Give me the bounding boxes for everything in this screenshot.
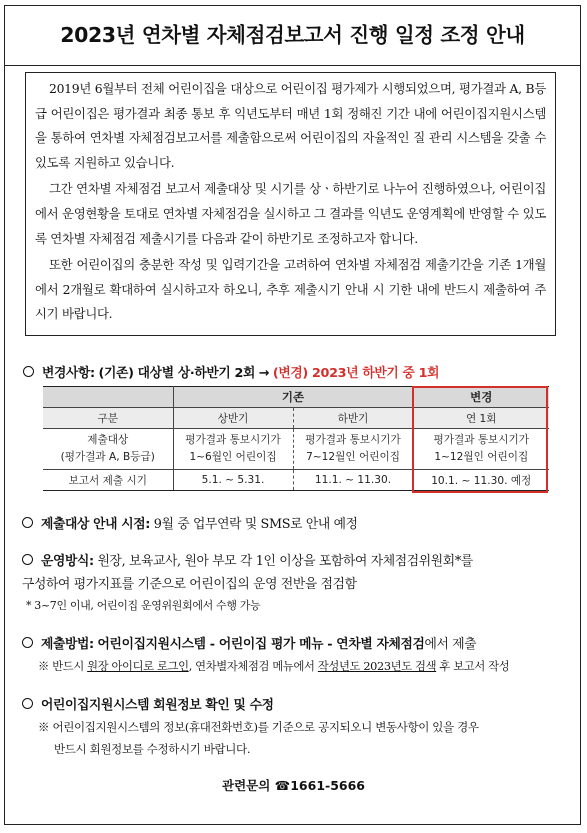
note-text: , 연차별자체점검 메뉴에서	[188, 660, 318, 673]
cell-line: 7~12월인 어린이집	[306, 451, 400, 463]
title-divider	[5, 65, 580, 66]
cell-line: 평가결과 통보시기가	[185, 434, 281, 446]
method-suffix: 에서 제출	[424, 637, 477, 652]
table-cell: 11.1. ~ 11.30.	[293, 470, 413, 491]
operation-text-1: 원장, 보육교사, 원아 부모 각 1인 이상을 포함하여 자체점검위원회*를	[97, 554, 473, 569]
bullet-circle-icon	[22, 698, 33, 709]
cell-line: 1~6월인 어린이집	[189, 451, 277, 463]
cell-line: 제출대상	[87, 434, 129, 446]
note-text: ※ 반드시	[38, 660, 88, 673]
changed-column-highlight	[412, 386, 548, 493]
change-after: (변경) 2023년 하반기 중 1회	[272, 366, 440, 381]
operation-text-2: 구성하여 평가지표를 기준으로 어린이집의 운영 전반을 점검함	[22, 577, 357, 592]
header-second-half: 하반기	[293, 408, 413, 429]
table-cell: 5.1. ~ 5.31.	[173, 470, 293, 491]
method-note	[22, 658, 509, 674]
section-notice	[22, 513, 358, 532]
bullet-circle-icon	[22, 554, 33, 565]
intro-paragraph-1: 2019년 6월부터 전체 어린이집을 대상으로 어린이집 평가제가 시행되었으며, 평가결과 A, B등급 어린이집은 평가결과 최종 통보 후 익년도부터 매년 1회 정해진 기간 내에 어린이집지원시스템을 통하여 연차별 자체점검보고서를 제출함으로써 어린이집의 자율적인 질 관리 시스템을 갖출 수 있도록 지원하고 있습니다.	[35, 81, 546, 170]
bullet-circle-icon	[22, 517, 33, 528]
cell-line: (평가결과 A, B등급)	[60, 451, 155, 463]
section-method	[22, 633, 509, 674]
table-cell	[293, 429, 413, 470]
section-member	[22, 694, 479, 757]
cell-line: 1~12월인 어린이집	[434, 451, 529, 463]
intro-paragraph-2: 그간 연차별 자체점검 보고서 제출대상 및 시기를 상ㆍ하반기로 나누어 진행하였으나, 어린이집에서 운영현황을 토대로 연차별 자체점검을 실시하고 그 결과를 익년도 운영계획에 반영할 수 있도록 연차별 자체점검 제출시기를 다음과 같이 하반기로 조정하고자 합니다.	[35, 181, 546, 246]
header-category: 구분	[43, 408, 173, 429]
table-cell	[43, 429, 173, 470]
header-once-a-year: 연 1회	[413, 408, 549, 429]
table-cell: 보고서 제출 시기	[43, 470, 173, 491]
notice-text: 9월 중 업무연락 및 SMS로 안내 예정	[153, 517, 358, 532]
page-title: 2023년 연차별 자체점검보고서 진행 일정 조정 안내	[60, 23, 525, 47]
change-before: (기존) 대상별 상·하반기 2회	[98, 366, 256, 381]
member-note-2: 반드시 회원정보를 수정하시기 바랍니다.	[54, 742, 251, 756]
header-existing: 기존	[173, 387, 413, 408]
member-label: 어린이집지원시스템 회원정보 확인 및 수정	[41, 698, 274, 713]
cell-line: 평가결과 통보시기가	[305, 434, 401, 446]
arrow-right-icon: →	[258, 366, 270, 381]
notice-label: 제출대상 안내 시점:	[41, 517, 151, 532]
change-label: 변경사항:	[42, 366, 95, 381]
note-text: 후 보고서 작성	[436, 660, 510, 673]
operation-label: 운영방식:	[41, 554, 94, 569]
note-underlined: 원장 아이디로 로그인	[87, 660, 189, 673]
cell-line: 평가결과 통보시기가	[433, 434, 529, 446]
table-cell	[173, 429, 293, 470]
header-first-half: 상반기	[173, 408, 293, 429]
header-changed: 변경	[413, 387, 549, 408]
method-label: 제출방법:	[41, 637, 94, 652]
operation-footnote: * 3~7인 이내, 어린이집 운영위원회에서 수행 가능	[26, 599, 261, 612]
section-change	[23, 362, 439, 381]
method-path: 어린이집지원시스템 - 어린이집 평가 메뉴 - 연차별 자체점검	[97, 637, 425, 652]
intro-box	[25, 72, 556, 336]
section-operation	[22, 550, 473, 613]
note-underlined: 작성년도 2023년도 검색	[317, 660, 437, 673]
member-note-1: ※ 어린이집지원시스템의 정보(휴대전화번호)를 기준으로 공지되오니 변동사항이 있을 경우	[38, 720, 479, 734]
contact-info: 관련문의 ☎1661-5666	[222, 778, 365, 793]
table-cell: 10.1. ~ 11.30. 예정	[413, 470, 549, 491]
bullet-circle-icon	[23, 366, 34, 377]
bullet-circle-icon	[22, 637, 33, 648]
intro-paragraph-3: 또한 어린이집의 충분한 작성 및 입력기간을 고려하여 연차별 자체점검 제출기간을 기존 1개월에서 2개월로 확대하여 실시하고자 하오니, 추후 제출시기 안내 시 기한 내에 반드시 제출하여 주시기 바랍니다.	[35, 257, 546, 322]
